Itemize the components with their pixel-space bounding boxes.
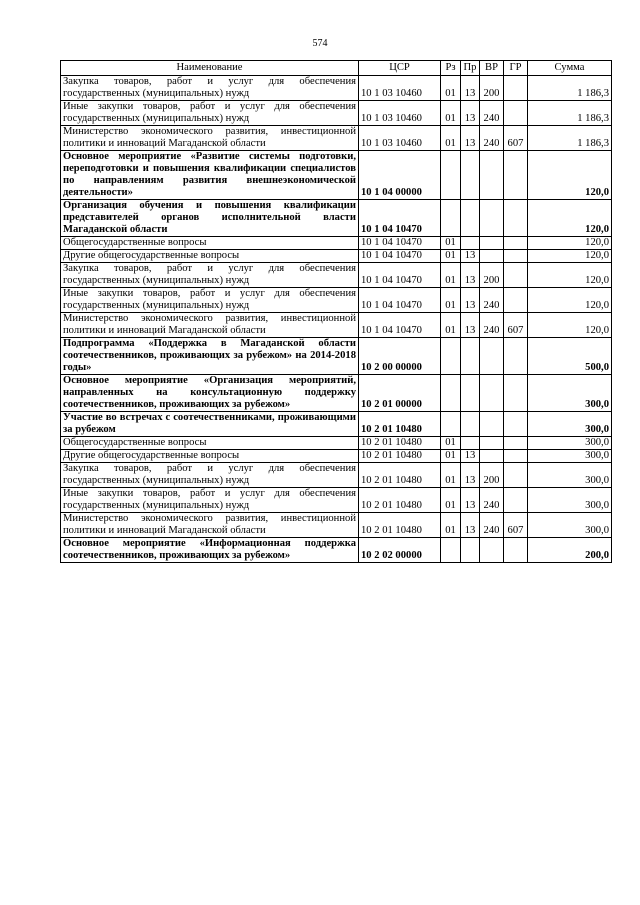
row-csr-cell: 10 1 04 00000 bbox=[359, 151, 441, 200]
row-name-cell: Закупка товаров, работ и услуг для обеспечения государственных (муниципальных) нужд bbox=[61, 463, 359, 488]
row-csr-cell: 10 2 02 00000 bbox=[359, 538, 441, 563]
row-rz-cell: 01 bbox=[441, 288, 461, 313]
row-name-cell: Участие во встречах с соотечественниками, проживающими за рубежом bbox=[61, 412, 359, 437]
row-name-cell: Министерство экономического развития, инвестиционной политики и инноваций Магаданской области bbox=[61, 313, 359, 338]
row-csr-cell: 10 2 01 10480 bbox=[359, 463, 441, 488]
row-sum-cell: 200,0 bbox=[528, 538, 612, 563]
row-name-cell: Общегосударственные вопросы bbox=[61, 437, 359, 450]
row-gr-cell bbox=[504, 76, 528, 101]
row-rz-cell bbox=[441, 412, 461, 437]
row-vr-cell bbox=[480, 338, 504, 375]
row-rz-cell bbox=[441, 200, 461, 237]
header-name: Наименование bbox=[61, 61, 359, 76]
table-row bbox=[61, 488, 612, 513]
row-pr-cell: 13 bbox=[461, 513, 480, 538]
row-vr-cell: 240 bbox=[480, 513, 504, 538]
row-sum-cell: 300,0 bbox=[528, 513, 612, 538]
row-gr-cell bbox=[504, 151, 528, 200]
row-gr-cell bbox=[504, 200, 528, 237]
row-sum-cell: 120,0 bbox=[528, 288, 612, 313]
row-rz-cell: 01 bbox=[441, 250, 461, 263]
row-csr-cell: 10 1 04 10470 bbox=[359, 237, 441, 250]
row-rz-cell: 01 bbox=[441, 126, 461, 151]
row-sum-cell: 300,0 bbox=[528, 488, 612, 513]
table-row bbox=[61, 76, 612, 101]
row-gr-cell bbox=[504, 250, 528, 263]
row-name-cell: Организация обучения и повышения квалификации представителей органов исполнительной власти Магаданской области bbox=[61, 200, 359, 237]
table-row bbox=[61, 338, 612, 375]
row-pr-cell: 13 bbox=[461, 288, 480, 313]
row-rz-cell: 01 bbox=[441, 488, 461, 513]
row-csr-cell: 10 2 01 10480 bbox=[359, 488, 441, 513]
row-vr-cell: 240 bbox=[480, 313, 504, 338]
row-gr-cell bbox=[504, 450, 528, 463]
row-vr-cell bbox=[480, 450, 504, 463]
table-row bbox=[61, 126, 612, 151]
row-pr-cell: 13 bbox=[461, 250, 480, 263]
row-pr-cell: 13 bbox=[461, 126, 480, 151]
row-rz-cell: 01 bbox=[441, 313, 461, 338]
row-csr-cell: 10 1 03 10460 bbox=[359, 101, 441, 126]
row-vr-cell: 240 bbox=[480, 101, 504, 126]
page-number: 574 bbox=[312, 38, 328, 49]
row-gr-cell bbox=[504, 288, 528, 313]
row-gr-cell bbox=[504, 263, 528, 288]
row-pr-cell bbox=[461, 412, 480, 437]
row-rz-cell bbox=[441, 338, 461, 375]
table-row bbox=[61, 288, 612, 313]
row-pr-cell: 13 bbox=[461, 450, 480, 463]
row-gr-cell: 607 bbox=[504, 513, 528, 538]
row-rz-cell: 01 bbox=[441, 437, 461, 450]
row-sum-cell: 300,0 bbox=[528, 463, 612, 488]
row-csr-cell: 10 1 04 10470 bbox=[359, 250, 441, 263]
row-sum-cell: 1 186,3 bbox=[528, 126, 612, 151]
row-name-cell: Основное мероприятие «Информационная поддержка соотечественников, проживающих за рубежом» bbox=[61, 538, 359, 563]
row-name-cell: Иные закупки товаров, работ и услуг для обеспечения государственных (муниципальных) нужд bbox=[61, 101, 359, 126]
row-vr-cell: 200 bbox=[480, 463, 504, 488]
row-gr-cell bbox=[504, 412, 528, 437]
row-csr-cell: 10 1 03 10460 bbox=[359, 76, 441, 101]
row-csr-cell: 10 2 01 10480 bbox=[359, 450, 441, 463]
row-name-cell: Закупка товаров, работ и услуг для обеспечения государственных (муниципальных) нужд bbox=[61, 76, 359, 101]
row-sum-cell: 120,0 bbox=[528, 250, 612, 263]
row-rz-cell: 01 bbox=[441, 463, 461, 488]
row-pr-cell: 13 bbox=[461, 463, 480, 488]
row-gr-cell bbox=[504, 437, 528, 450]
row-pr-cell: 13 bbox=[461, 263, 480, 288]
row-pr-cell: 13 bbox=[461, 76, 480, 101]
row-sum-cell: 120,0 bbox=[528, 263, 612, 288]
row-name-cell: Иные закупки товаров, работ и услуг для обеспечения государственных (муниципальных) нужд bbox=[61, 488, 359, 513]
row-csr-cell: 10 2 01 10480 bbox=[359, 412, 441, 437]
row-vr-cell bbox=[480, 412, 504, 437]
row-csr-cell: 10 1 04 10470 bbox=[359, 200, 441, 237]
row-rz-cell: 01 bbox=[441, 263, 461, 288]
budget-table bbox=[60, 60, 612, 563]
row-sum-cell: 300,0 bbox=[528, 375, 612, 412]
row-rz-cell bbox=[441, 375, 461, 412]
row-pr-cell bbox=[461, 151, 480, 200]
table-row bbox=[61, 263, 612, 288]
row-gr-cell bbox=[504, 101, 528, 126]
table-row bbox=[61, 538, 612, 563]
row-gr-cell bbox=[504, 488, 528, 513]
row-sum-cell: 1 186,3 bbox=[528, 76, 612, 101]
row-rz-cell: 01 bbox=[441, 513, 461, 538]
row-vr-cell: 200 bbox=[480, 76, 504, 101]
table-row bbox=[61, 463, 612, 488]
header-gr: ГР bbox=[504, 61, 528, 76]
row-rz-cell: 01 bbox=[441, 450, 461, 463]
row-sum-cell: 300,0 bbox=[528, 437, 612, 450]
row-sum-cell: 120,0 bbox=[528, 151, 612, 200]
row-vr-cell bbox=[480, 237, 504, 250]
row-pr-cell bbox=[461, 375, 480, 412]
row-gr-cell bbox=[504, 338, 528, 375]
row-rz-cell: 01 bbox=[441, 101, 461, 126]
header-pr: Пр bbox=[461, 61, 480, 76]
row-name-cell: Другие общегосударственные вопросы bbox=[61, 250, 359, 263]
row-pr-cell: 13 bbox=[461, 488, 480, 513]
row-pr-cell: 13 bbox=[461, 101, 480, 126]
row-sum-cell: 120,0 bbox=[528, 313, 612, 338]
row-name-cell: Основное мероприятие «Развитие системы подготовки, переподготовки и повышения квалификации специалистов по направлениям развития внешнеэкономической деятельности» bbox=[61, 151, 359, 200]
table-row bbox=[61, 101, 612, 126]
table-row bbox=[61, 250, 612, 263]
table-row bbox=[61, 412, 612, 437]
header-row bbox=[61, 61, 612, 76]
row-name-cell: Общегосударственные вопросы bbox=[61, 237, 359, 250]
table-row bbox=[61, 375, 612, 412]
table-body bbox=[61, 76, 612, 563]
row-pr-cell bbox=[461, 338, 480, 375]
table-row bbox=[61, 450, 612, 463]
row-vr-cell bbox=[480, 151, 504, 200]
row-sum-cell: 120,0 bbox=[528, 200, 612, 237]
header-sum: Сумма bbox=[528, 61, 612, 76]
row-vr-cell: 240 bbox=[480, 488, 504, 513]
row-name-cell: Другие общегосударственные вопросы bbox=[61, 450, 359, 463]
table-row bbox=[61, 437, 612, 450]
row-gr-cell bbox=[504, 375, 528, 412]
row-pr-cell bbox=[461, 437, 480, 450]
table-row bbox=[61, 200, 612, 237]
row-csr-cell: 10 1 04 10470 bbox=[359, 313, 441, 338]
row-csr-cell: 10 1 03 10460 bbox=[359, 126, 441, 151]
row-name-cell: Подпрограмма «Поддержка в Магаданской области соотечественников, проживающих за рубежом» на 2014-2018 годы» bbox=[61, 338, 359, 375]
row-sum-cell: 120,0 bbox=[528, 237, 612, 250]
row-pr-cell: 13 bbox=[461, 313, 480, 338]
row-gr-cell: 607 bbox=[504, 126, 528, 151]
table-row bbox=[61, 237, 612, 250]
row-rz-cell: 01 bbox=[441, 237, 461, 250]
row-sum-cell: 1 186,3 bbox=[528, 101, 612, 126]
row-rz-cell bbox=[441, 151, 461, 200]
table-row bbox=[61, 313, 612, 338]
row-csr-cell: 10 2 01 00000 bbox=[359, 375, 441, 412]
row-vr-cell: 240 bbox=[480, 288, 504, 313]
row-pr-cell bbox=[461, 538, 480, 563]
row-vr-cell bbox=[480, 250, 504, 263]
row-rz-cell: 01 bbox=[441, 76, 461, 101]
row-csr-cell: 10 2 01 10480 bbox=[359, 437, 441, 450]
row-csr-cell: 10 2 01 10480 bbox=[359, 513, 441, 538]
row-pr-cell bbox=[461, 200, 480, 237]
row-rz-cell bbox=[441, 538, 461, 563]
row-gr-cell bbox=[504, 463, 528, 488]
row-vr-cell bbox=[480, 538, 504, 563]
row-name-cell: Министерство экономического развития, инвестиционной политики и инноваций Магаданской области bbox=[61, 513, 359, 538]
row-vr-cell: 240 bbox=[480, 126, 504, 151]
header-rz: Рз bbox=[441, 61, 461, 76]
row-pr-cell bbox=[461, 237, 480, 250]
row-csr-cell: 10 2 00 00000 bbox=[359, 338, 441, 375]
row-sum-cell: 500,0 bbox=[528, 338, 612, 375]
table-row bbox=[61, 513, 612, 538]
header-csr: ЦСР bbox=[359, 61, 441, 76]
row-sum-cell: 300,0 bbox=[528, 412, 612, 437]
row-gr-cell bbox=[504, 237, 528, 250]
row-vr-cell bbox=[480, 375, 504, 412]
row-vr-cell: 200 bbox=[480, 263, 504, 288]
row-sum-cell: 300,0 bbox=[528, 450, 612, 463]
row-gr-cell: 607 bbox=[504, 313, 528, 338]
row-name-cell: Закупка товаров, работ и услуг для обеспечения государственных (муниципальных) нужд bbox=[61, 263, 359, 288]
table-row bbox=[61, 151, 612, 200]
row-name-cell: Министерство экономического развития, инвестиционной политики и инноваций Магаданской области bbox=[61, 126, 359, 151]
row-gr-cell bbox=[504, 538, 528, 563]
row-vr-cell bbox=[480, 200, 504, 237]
row-vr-cell bbox=[480, 437, 504, 450]
row-csr-cell: 10 1 04 10470 bbox=[359, 288, 441, 313]
header-vr: ВР bbox=[480, 61, 504, 76]
row-name-cell: Основное мероприятие «Организация мероприятий, направленных на консультационную поддержку соотечественников, проживающих за рубежом» bbox=[61, 375, 359, 412]
row-csr-cell: 10 1 04 10470 bbox=[359, 263, 441, 288]
row-name-cell: Иные закупки товаров, работ и услуг для обеспечения государственных (муниципальных) нужд bbox=[61, 288, 359, 313]
